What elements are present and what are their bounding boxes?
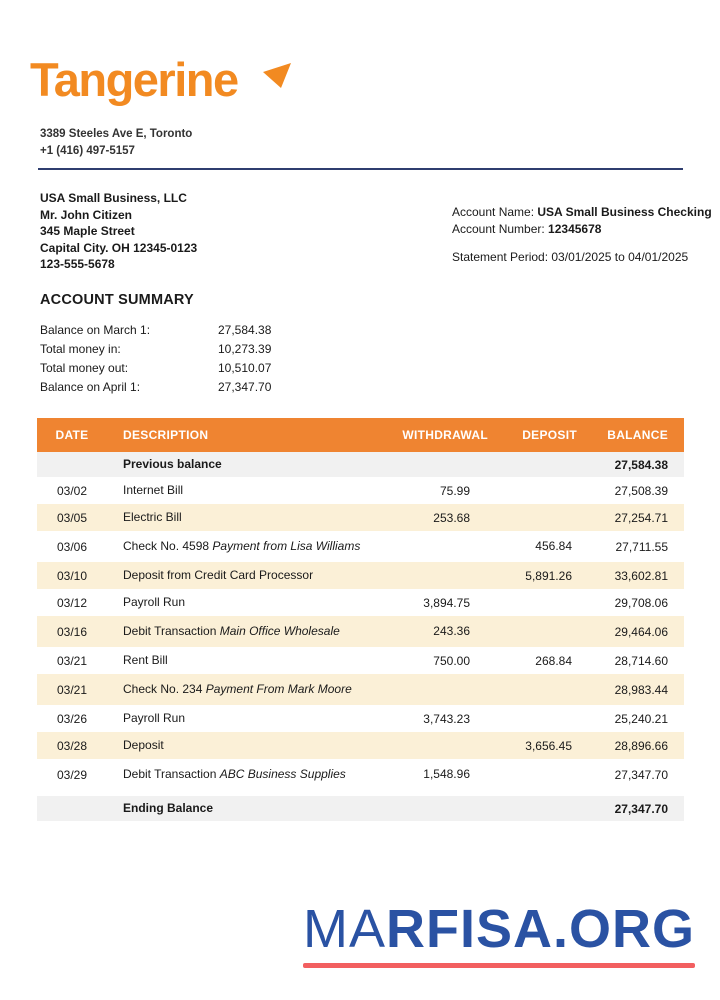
balance-cell: 28,896.66 [614,738,668,753]
date-cell: 03/29 [56,767,88,782]
description-line1: Check No. 4598 [123,539,210,553]
column-header-withdrawal: WITHDRAWAL [402,428,488,442]
tangerine-triangle-icon [262,62,292,90]
description-line1: Debit Transaction [123,767,217,781]
transaction-row [37,531,684,562]
date-cell: 03/02 [56,483,88,498]
summary-value: 27,584.38 [218,322,272,337]
description-line2: Payment From Mark Moore [205,682,352,696]
description-line1: Payroll Run [123,711,186,725]
description-line1: Deposit [123,738,164,752]
ending-balance-row [37,796,684,821]
deposit-cell: 3,656.45 [525,738,572,753]
description-cell [107,711,395,726]
account-number-line [452,221,712,238]
account-info-block [452,204,712,266]
deposit-cell: 268.84 [535,653,572,668]
summary-row [40,339,271,358]
transactions-table [37,418,684,821]
summary-row [40,377,271,396]
description-cell [107,510,395,525]
balance-cell: 25,240.21 [614,711,668,726]
header-divider [38,168,683,170]
description-line1: Rent Bill [123,653,168,667]
date-cell: 03/16 [56,624,88,639]
date-cell: 03/21 [56,653,88,668]
description-line1: Debit Transaction [123,624,217,638]
summary-label: Balance on March 1: [40,322,151,337]
description-line2: Main Office Wholesale [219,624,340,638]
withdrawal-cell: 3,743.23 [423,711,470,726]
customer-contact: Mr. John Citizen [40,207,133,222]
summary-value: 10,510.07 [218,360,272,375]
withdrawal-cell: 3,894.75 [423,595,470,610]
transaction-row [37,759,684,790]
customer-address-block [40,190,197,273]
balance-cell: 28,714.60 [614,653,668,668]
description-line1: Internet Bill [123,483,184,497]
description-cell [107,595,395,610]
customer-street: 345 Maple Street [40,224,135,238]
description-line1: Payroll Run [123,595,186,609]
account-name-line [452,204,712,221]
account-name-value: USA Small Business Checking [537,205,712,219]
description-cell [107,682,395,697]
bank-address [40,126,192,160]
tangerine-logo-text: Tangerine [30,53,238,106]
transaction-row [37,589,684,616]
account-summary [40,320,271,396]
bank-phone: +1 (416) 497-5157 [40,145,135,157]
account-name-label: Account Name: [452,205,538,219]
withdrawal-cell: 243.36 [433,624,470,638]
watermark-part3: .ORG [553,899,696,959]
balance-cell: 27,347.70 [614,801,668,816]
account-number-value: 12345678 [548,222,602,236]
description-cell [107,483,395,498]
customer-city: Capital City. OH 12345-0123 [40,240,198,255]
balance-cell: 33,602.81 [614,568,668,583]
previous-balance-row [37,452,684,477]
description-line1: Check No. 234 [123,682,203,696]
withdrawal-cell: 750.00 [433,653,470,668]
date-cell: 03/05 [56,510,88,525]
date-cell: 03/28 [56,738,88,753]
summary-label: Total money out: [40,360,129,375]
watermark-underline [303,963,695,968]
marfisa-watermark-text [303,899,696,959]
watermark-part2: RFISA [386,899,553,959]
transaction-row [37,674,684,705]
deposit-cell: 456.84 [535,539,572,553]
description-cell [107,624,395,639]
customer-name: USA Small Business, LLC [40,191,187,205]
transaction-row [37,477,684,504]
date-cell: 03/10 [56,568,88,583]
summary-row [40,320,271,339]
transaction-row [37,562,684,589]
balance-cell: 27,347.70 [614,767,668,782]
description-cell [107,767,395,782]
description-cell: Ending Balance [123,801,214,815]
description-line2: ABC Business Supplies [219,767,346,781]
statement-period: Statement Period: 03/01/2025 to 04/01/2025 [452,250,689,264]
balance-cell: 27,254.71 [614,510,668,525]
transaction-row [37,504,684,531]
bank-address-line1: 3389 Steeles Ave E, Toronto [40,128,193,140]
transaction-row [37,616,684,647]
transaction-row [37,705,684,732]
summary-value: 10,273.39 [218,341,272,356]
summary-label: Balance on April 1: [40,379,141,394]
summary-label: Total money in: [40,341,121,356]
transaction-row [37,647,684,674]
balance-cell: 27,711.55 [615,539,668,554]
tangerine-logo [30,53,238,106]
date-cell: 03/26 [56,711,88,726]
description-line1: Electric Bill [123,510,182,524]
description-cell [107,539,395,554]
withdrawal-cell: 75.99 [439,483,470,498]
date-cell: 03/06 [56,539,88,554]
table-header [37,418,684,452]
description-cell [107,653,395,668]
column-header-date: DATE [55,428,89,442]
column-header-balance: BALANCE [607,428,668,442]
account-number-label: Account Number: [452,222,549,236]
description-line1: Deposit from Credit Card Processor [123,568,314,582]
description-line2: Payment from Lisa Williams [212,539,361,553]
watermark-part1: MA [303,899,386,959]
balance-cell: 29,464.06 [614,624,668,639]
transaction-row [37,732,684,759]
summary-value: 27,347.70 [218,379,272,394]
customer-phone: 123-555-5678 [40,257,115,271]
withdrawal-cell: 253.68 [433,510,470,525]
marfisa-watermark [303,899,696,968]
column-header-description: DESCRIPTION [123,428,209,442]
description-cell [107,568,395,583]
description-cell [107,738,395,753]
account-summary-title: ACCOUNT SUMMARY [40,292,194,308]
date-cell: 03/12 [56,595,88,610]
description-cell: Previous balance [123,457,222,471]
date-cell: 03/21 [56,682,88,697]
balance-cell: 29,708.06 [614,595,668,610]
column-header-deposit: DEPOSIT [522,428,577,442]
balance-cell: 28,983.44 [614,682,668,697]
withdrawal-cell: 1,548.96 [423,767,470,781]
deposit-cell: 5,891.26 [525,568,572,583]
transaction-rows [37,477,684,790]
balance-cell: 27,508.39 [614,483,668,498]
balance-cell: 27,584.38 [614,457,668,472]
summary-row [40,358,271,377]
